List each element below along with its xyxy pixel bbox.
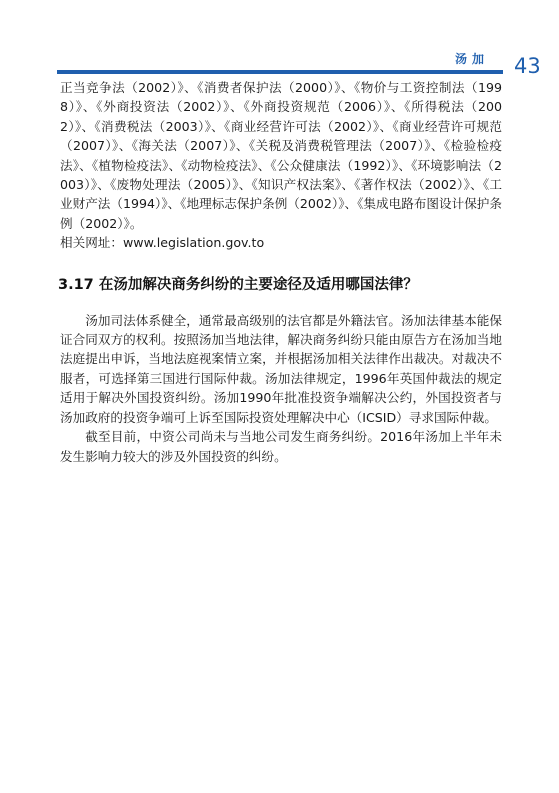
header-rule [57,70,503,74]
running-header-country: 汤加 [455,52,490,66]
page-number: 43 [514,54,541,78]
page-body [60,78,502,466]
laws-list-paragraph: 正当竞争法（2002）》、《消费者保护法（2000）》、《物价与工资控制法（1998）》、《外商投资法（2002）》、《外商投资规范（2006）》、《所得税法（2002）》、《消费税法（2003）》、《商业经营许可法（2002）》、《商业经营许可规范（2007）》、《海关法（2007）》、《关税及消费税管理法（2007）》、《检验检疫法》、《植物检疫法》、《动物检疫法》、《公众健康法（1992）》、《环境影响法（2003）》、《废物处理法（2005）》、《知识产权法案》、《著作权法（2002）》、《工业财产法（1994）》、《地理标志保护条例（2002）》、《集成电路布图设计保护条例（2002）》。 [60,80,502,231]
body-paragraph-2: 截至目前，中资公司尚未与当地公司发生商务纠纷。2016年汤加上半年未发生影响力较大的涉及外国投资的纠纷。 [60,429,502,464]
page-header [0,0,559,80]
body-paragraph-1: 汤加司法体系健全，通常最高级别的法官都是外籍法官。汤加法律基本能保证合同双方的权利。按照汤加当地法律，解决商务纠纷只能由原告方在汤加当地法庭提出申诉，当地法庭视案情立案，并根据汤加相关法律作出裁决。对裁决不服者，可选择第三国进行国际仲裁。汤加法律规定，1996年英国仲裁法的规定适用于解决外国投资纠纷。汤加1990年批准投资争端解决公约，外国投资者与汤加政府的投资争端可上诉至国际投资处理解决中心（ICSID）寻求国际仲裁。 [60,312,502,425]
related-website: 相关网址：www.legislation.gov.to [60,235,265,251]
section-heading: 3.17 在汤加解决商务纠纷的主要途径及适用哪国法律？ [58,276,418,293]
